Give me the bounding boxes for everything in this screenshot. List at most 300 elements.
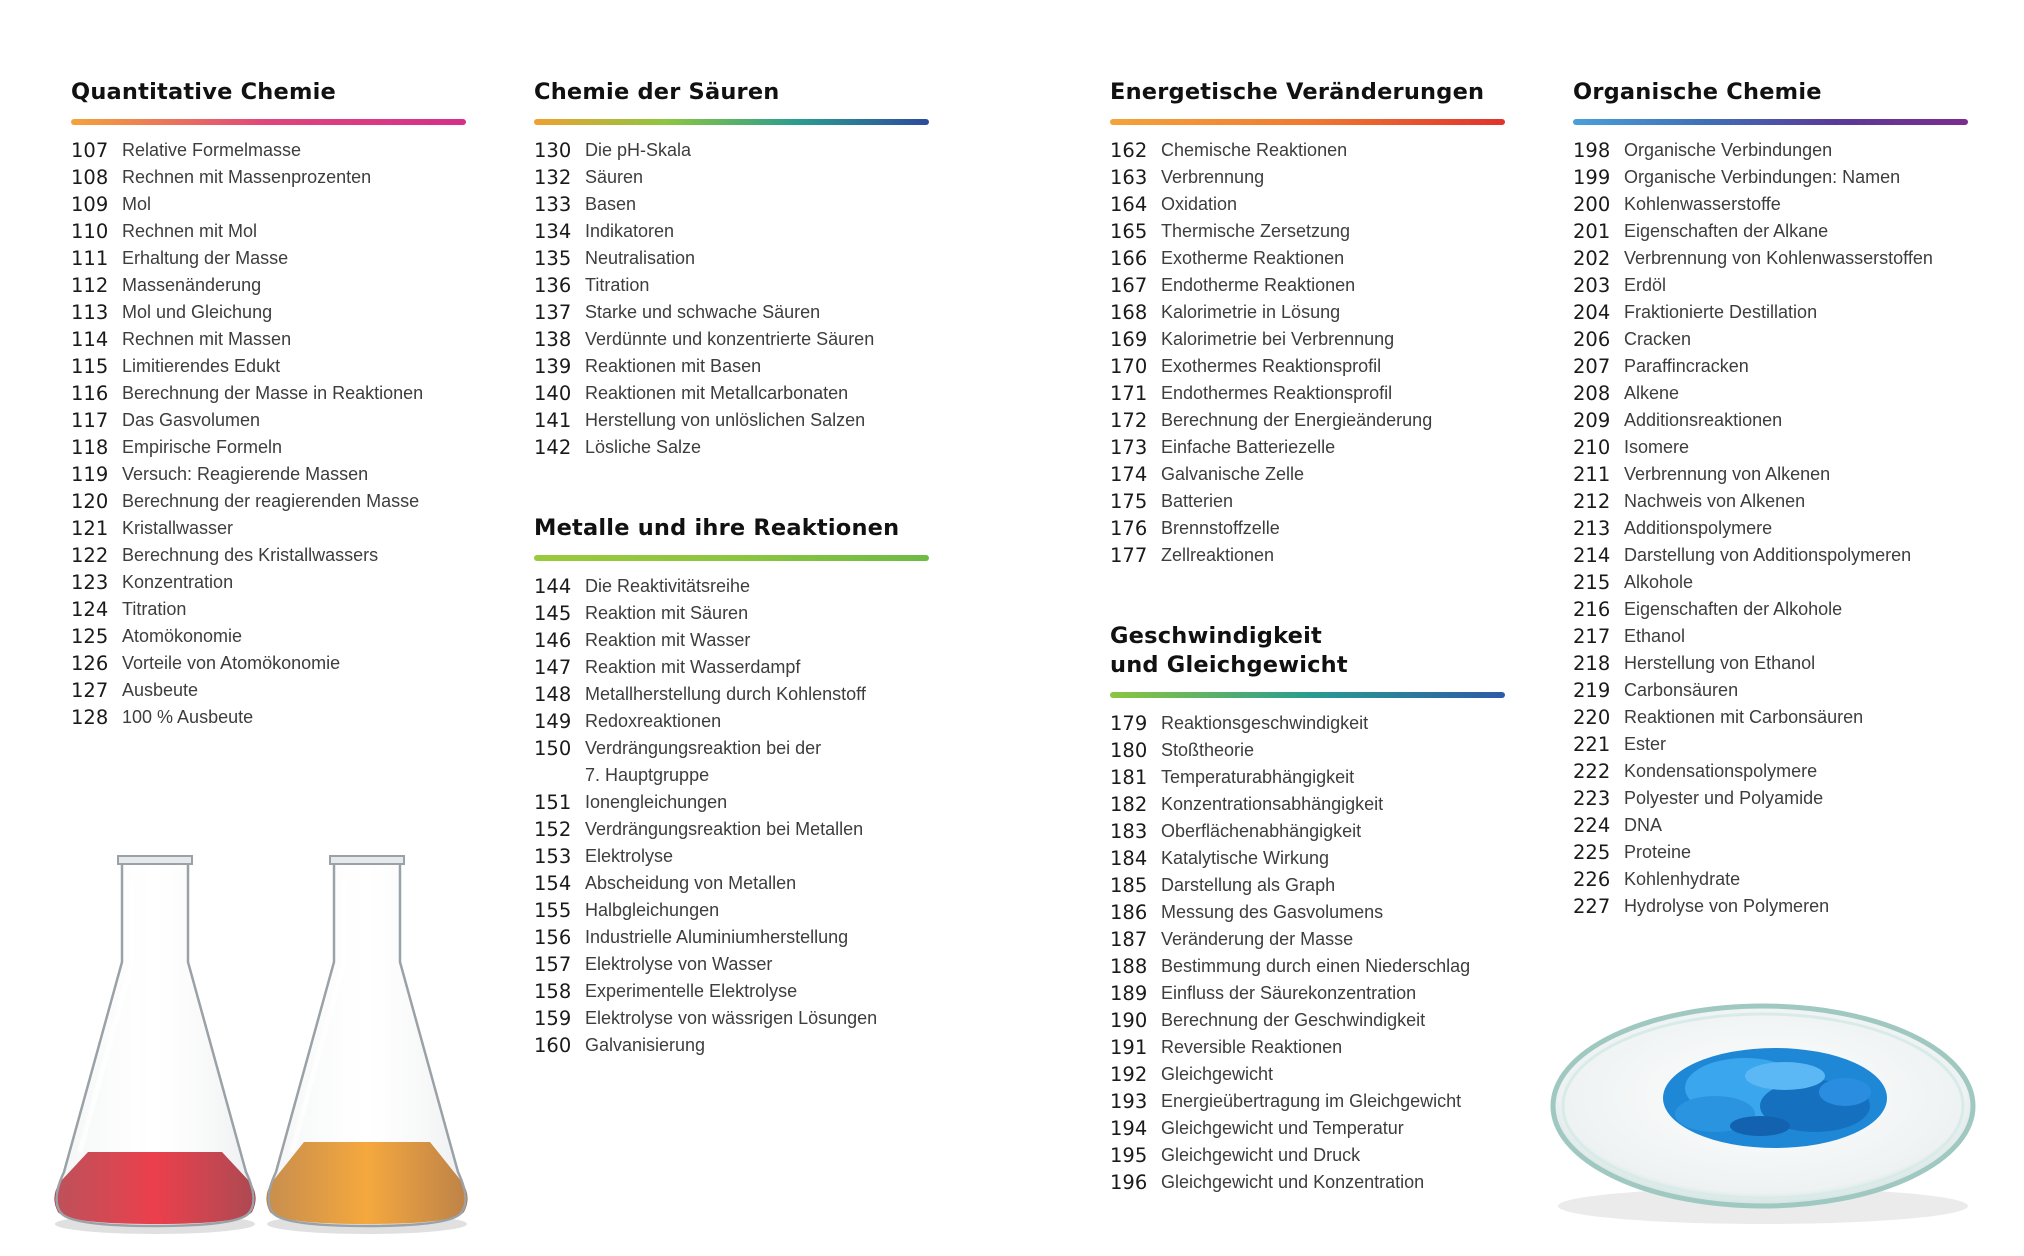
page-number: 196 — [1110, 1171, 1148, 1194]
section-color-bar — [1573, 119, 1968, 125]
page-number: 120 — [71, 490, 109, 513]
toc-entry[interactable] — [1573, 650, 1968, 677]
toc-entry[interactable] — [71, 245, 466, 272]
toc-entry[interactable] — [1110, 980, 1505, 1007]
page-number: 116 — [71, 382, 109, 405]
toc-entry[interactable] — [1573, 785, 1968, 812]
toc-entry[interactable] — [1110, 1169, 1505, 1196]
toc-entry[interactable] — [71, 515, 466, 542]
entry-title: 100 % Ausbeute — [122, 707, 254, 727]
toc-entry[interactable] — [1573, 731, 1968, 758]
page-number: 156 — [534, 926, 572, 949]
watch-glass-crystals-illustration — [1545, 996, 1981, 1236]
entry-title: Metallherstellung durch Kohlenstoff — [585, 684, 866, 704]
entry-title: Eigenschaften der Alkane — [1624, 221, 1829, 241]
page-number: 206 — [1573, 328, 1611, 351]
entry-title: Veränderung der Masse — [1161, 929, 1354, 949]
toc-entry[interactable] — [1573, 623, 1968, 650]
toc-entry[interactable] — [1110, 764, 1505, 791]
entry-title: Herstellung von Ethanol — [1624, 653, 1816, 673]
toc-entry[interactable] — [534, 600, 929, 627]
entry-title: Kalorimetrie in Lösung — [1161, 302, 1341, 322]
toc-entry[interactable] — [1110, 872, 1505, 899]
toc-entry[interactable] — [1573, 542, 1968, 569]
toc-entry[interactable] — [534, 816, 929, 843]
toc-entry[interactable] — [1573, 839, 1968, 866]
entry-title: Darstellung als Graph — [1161, 875, 1336, 895]
entry-title: Carbonsäuren — [1624, 680, 1739, 700]
entry-title: Fraktionierte Destillation — [1624, 302, 1818, 322]
toc-entry[interactable] — [534, 654, 929, 681]
toc-entry[interactable] — [71, 326, 466, 353]
entry-title: Ester — [1624, 734, 1667, 754]
entry-title: Alkohole — [1624, 572, 1694, 592]
entry-title: Ethanol — [1624, 626, 1686, 646]
entry-title: Reaktionen mit Basen — [585, 356, 762, 376]
toc-entry[interactable] — [534, 407, 929, 434]
page-number: 118 — [71, 436, 109, 459]
page-number: 123 — [71, 571, 109, 594]
page-number: 114 — [71, 328, 109, 351]
entry-title: Kohlenhydrate — [1624, 869, 1741, 889]
page-number: 157 — [534, 953, 572, 976]
toc-entry[interactable] — [534, 218, 929, 245]
entry-title: Zellreaktionen — [1161, 545, 1275, 565]
toc-entry[interactable] — [71, 164, 466, 191]
entry-title: Additionspolymere — [1624, 518, 1773, 538]
entry-title: Cracken — [1624, 329, 1692, 349]
toc-entry[interactable] — [1110, 818, 1505, 845]
page-number: 130 — [534, 139, 572, 162]
page-number: 193 — [1110, 1090, 1148, 1113]
toc-entry[interactable] — [1573, 461, 1968, 488]
entry-title: Reversible Reaktionen — [1161, 1037, 1343, 1057]
page-number: 223 — [1573, 787, 1611, 810]
toc-entry[interactable] — [1110, 191, 1505, 218]
toc-entry[interactable] — [1110, 1142, 1505, 1169]
toc-entry[interactable] — [1573, 137, 1968, 164]
entry-title: Oxidation — [1161, 194, 1238, 214]
toc-entry[interactable] — [1110, 461, 1505, 488]
section-title-line: Metalle und ihre Reaktionen — [534, 515, 900, 541]
toc-entry[interactable] — [1110, 1007, 1505, 1034]
toc-entry[interactable] — [534, 897, 929, 924]
entry-title: Reaktion mit Säuren — [585, 603, 749, 623]
toc-entry[interactable] — [1573, 704, 1968, 731]
section-color-bar — [534, 119, 929, 125]
entry-title: Energieübertragung im Gleichgewicht — [1161, 1091, 1462, 1111]
toc-entry[interactable] — [534, 681, 929, 708]
entry-title: Abscheidung von Metallen — [585, 873, 797, 893]
page-number: 133 — [534, 193, 572, 216]
toc-entry[interactable] — [1110, 791, 1505, 818]
toc-entry[interactable] — [1110, 1034, 1505, 1061]
toc-entry[interactable] — [1110, 710, 1505, 737]
toc-entry[interactable] — [1573, 218, 1968, 245]
toc-entry[interactable] — [1573, 866, 1968, 893]
toc-entry[interactable] — [534, 1032, 929, 1059]
entry-title: Neutralisation — [585, 248, 696, 268]
toc-entry[interactable] — [1110, 434, 1505, 461]
page-number: 188 — [1110, 955, 1148, 978]
page-number: 158 — [534, 980, 572, 1003]
page-number: 198 — [1573, 139, 1611, 162]
page-number: 226 — [1573, 868, 1611, 891]
toc-entry[interactable] — [1573, 245, 1968, 272]
page-number: 179 — [1110, 712, 1148, 735]
page-number: 177 — [1110, 544, 1148, 567]
toc-entry[interactable] — [1110, 380, 1505, 407]
toc-entry[interactable] — [1573, 758, 1968, 785]
entry-title: Proteine — [1624, 842, 1692, 862]
toc-entry[interactable] — [1110, 353, 1505, 380]
toc-entry[interactable] — [1573, 515, 1968, 542]
toc-entry[interactable] — [534, 434, 929, 461]
page-number: 159 — [534, 1007, 572, 1030]
page-number: 146 — [534, 629, 572, 652]
toc-entry[interactable] — [534, 353, 929, 380]
page-number: 134 — [534, 220, 572, 243]
page-number: 139 — [534, 355, 572, 378]
entry-title: Darstellung von Additionspolymeren — [1624, 545, 1912, 565]
toc-entry[interactable] — [1110, 1115, 1505, 1142]
toc-entry[interactable] — [534, 380, 929, 407]
toc-entry[interactable] — [71, 434, 466, 461]
toc-entry[interactable] — [71, 380, 466, 407]
entry-title: Elektrolyse von Wasser — [585, 954, 773, 974]
page-number: 184 — [1110, 847, 1148, 870]
toc-entry[interactable] — [71, 596, 466, 623]
toc-entry[interactable] — [1573, 164, 1968, 191]
page-number: 147 — [534, 656, 572, 679]
section-title — [534, 78, 929, 107]
page-number: 189 — [1110, 982, 1148, 1005]
toc-entry[interactable] — [1573, 812, 1968, 839]
toc-entry[interactable] — [1573, 596, 1968, 623]
page-number: 183 — [1110, 820, 1148, 843]
page-number: 154 — [534, 872, 572, 895]
section-title-line: Quantitative Chemie — [71, 79, 336, 105]
toc-entry[interactable] — [1110, 515, 1505, 542]
entry-title: Reaktion mit Wasser — [585, 630, 751, 650]
toc-entry[interactable] — [1110, 299, 1505, 326]
entry-title: Massenänderung — [122, 275, 262, 295]
entry-title: Mol — [122, 194, 152, 214]
toc-entry[interactable] — [1110, 737, 1505, 764]
page-number: 149 — [534, 710, 572, 733]
entry-title: Brennstoffzelle — [1161, 518, 1280, 538]
section-title — [1573, 78, 1968, 107]
page-number: 204 — [1573, 301, 1611, 324]
page-number: 201 — [1573, 220, 1611, 243]
entry-title: Lösliche Salze — [585, 437, 702, 457]
page-number: 137 — [534, 301, 572, 324]
page-number: 200 — [1573, 193, 1611, 216]
entry-title: Vorteile von Atomökonomie — [122, 653, 341, 673]
toc-entry[interactable] — [1110, 407, 1505, 434]
page-number: 115 — [71, 355, 109, 378]
entry-title: Oberflächenabhängigkeit — [1161, 821, 1362, 841]
toc-entry[interactable] — [1573, 677, 1968, 704]
toc-entry[interactable] — [1573, 569, 1968, 596]
entry-title: Berechnung des Kristallwassers — [122, 545, 379, 565]
entry-title: Endothermes Reaktionsprofil — [1161, 383, 1393, 403]
toc-entry[interactable] — [534, 1005, 929, 1032]
toc-entry[interactable] — [71, 569, 466, 596]
entry-title: Messung des Gasvolumens — [1161, 902, 1384, 922]
toc-entry[interactable] — [1573, 434, 1968, 461]
entry-title: Rechnen mit Mol — [122, 221, 258, 241]
page-number: 110 — [71, 220, 109, 243]
page-number: 185 — [1110, 874, 1148, 897]
page-number: 227 — [1573, 895, 1611, 918]
toc-entry[interactable] — [1573, 488, 1968, 515]
toc-entry[interactable] — [534, 708, 929, 735]
toc-entry[interactable] — [1573, 191, 1968, 218]
toc-entry[interactable] — [1110, 488, 1505, 515]
entry-title: Gleichgewicht — [1161, 1064, 1274, 1084]
page-number: 182 — [1110, 793, 1148, 816]
toc-entry[interactable] — [71, 272, 466, 299]
page-number: 164 — [1110, 193, 1148, 216]
entry-title: Verbrennung von Alkenen — [1624, 464, 1831, 484]
toc-entry[interactable] — [1573, 407, 1968, 434]
page-number: 174 — [1110, 463, 1148, 486]
page-number: 215 — [1573, 571, 1611, 594]
section-title-line: Chemie der Säuren — [534, 79, 780, 105]
toc-entry[interactable] — [534, 299, 929, 326]
toc-entry[interactable] — [1573, 299, 1968, 326]
entry-title: Exotherme Reaktionen — [1161, 248, 1345, 268]
page-number: 172 — [1110, 409, 1148, 432]
entry-title: Gleichgewicht und Temperatur — [1161, 1118, 1404, 1138]
entry-title: Temperaturabhängigkeit — [1161, 767, 1355, 787]
flask-orange-illustration — [262, 852, 472, 1236]
entry-title: Reaktionsgeschwindigkeit — [1161, 713, 1369, 733]
toc-entry[interactable] — [71, 353, 466, 380]
entry-title: Berechnung der Masse in Reaktionen — [122, 383, 424, 403]
entry-title: Gleichgewicht und Konzentration — [1161, 1172, 1425, 1192]
toc-entry[interactable] — [1110, 845, 1505, 872]
page-number: 217 — [1573, 625, 1611, 648]
entry-title: Nachweis von Alkenen — [1624, 491, 1806, 511]
section-title-line: Organische Chemie — [1573, 79, 1822, 105]
section-organische-chemie — [1573, 78, 1968, 920]
page-number: 119 — [71, 463, 109, 486]
flask-red-illustration — [50, 852, 260, 1236]
page-number: 109 — [71, 193, 109, 216]
page-number: 144 — [534, 575, 572, 598]
entry-title: Batterien — [1161, 491, 1234, 511]
toc-entry[interactable] — [71, 623, 466, 650]
entry-title: Verbrennung — [1161, 167, 1265, 187]
page-number: 208 — [1573, 382, 1611, 405]
entry-title: Mol und Gleichung — [122, 302, 273, 322]
toc-entry[interactable] — [534, 924, 929, 951]
page-number: 190 — [1110, 1009, 1148, 1032]
entry-title: Paraffincracken — [1624, 356, 1749, 376]
toc-entry[interactable] — [1110, 164, 1505, 191]
entry-title: DNA — [1624, 815, 1663, 835]
toc-entry[interactable] — [1110, 926, 1505, 953]
section-title — [534, 514, 929, 543]
page-number: 165 — [1110, 220, 1148, 243]
page-number: 138 — [534, 328, 572, 351]
toc-entry[interactable] — [1110, 218, 1505, 245]
toc-entry[interactable] — [534, 735, 929, 762]
toc-entry[interactable] — [1110, 953, 1505, 980]
toc-entry[interactable] — [1573, 326, 1968, 353]
page-number: 225 — [1573, 841, 1611, 864]
entry-title: Konzentration — [122, 572, 234, 592]
toc-entry[interactable] — [1110, 542, 1505, 569]
toc-entry[interactable] — [71, 488, 466, 515]
toc-entry[interactable] — [534, 164, 929, 191]
entry-title: Elektrolyse von wässrigen Lösungen — [585, 1008, 878, 1028]
page-number: 150 — [534, 737, 572, 760]
section-title-line: Geschwindigkeit — [1110, 623, 1323, 649]
entry-title: Starke und schwache Säuren — [585, 302, 821, 322]
entry-title: Exothermes Reaktionsprofil — [1161, 356, 1382, 376]
toc-entry[interactable] — [71, 137, 466, 164]
toc-entry[interactable] — [1573, 353, 1968, 380]
entry-title: Gleichgewicht und Druck — [1161, 1145, 1361, 1165]
page-number: 221 — [1573, 733, 1611, 756]
entry-title: Elektrolyse — [585, 846, 674, 866]
section-color-bar — [534, 555, 929, 561]
section-chemie-der-saeuren — [534, 78, 929, 461]
entry-title: Atomökonomie — [122, 626, 243, 646]
entry-title: Additionsreaktionen — [1624, 410, 1783, 430]
page-number: 160 — [534, 1034, 572, 1057]
entry-title: Reaktionen mit Metallcarbonaten — [585, 383, 849, 403]
section-color-bar — [71, 119, 466, 125]
entry-title: Kohlenwasserstoffe — [1624, 194, 1781, 214]
entry-title: Reaktion mit Wasserdampf — [585, 657, 801, 677]
page-number: 153 — [534, 845, 572, 868]
entry-title: Herstellung von unlöslichen Salzen — [585, 410, 866, 430]
section-color-bar — [1110, 119, 1505, 125]
entry-title: Organische Verbindungen: Namen — [1624, 167, 1901, 187]
toc-entry[interactable] — [71, 704, 466, 731]
page-number: 203 — [1573, 274, 1611, 297]
page-number: 224 — [1573, 814, 1611, 837]
section-quantitative-chemie — [71, 78, 466, 731]
entry-title: Eigenschaften der Alkohole — [1624, 599, 1843, 619]
toc-entry[interactable] — [1110, 272, 1505, 299]
toc-entry[interactable] — [534, 573, 929, 600]
toc-entry[interactable] — [534, 245, 929, 272]
toc-entry[interactable] — [534, 762, 929, 789]
entry-title: Verbrennung von Kohlenwasserstoffen — [1624, 248, 1933, 268]
toc-entry[interactable] — [71, 191, 466, 218]
entry-title: Relative Formelmasse — [122, 140, 302, 160]
toc-entry[interactable] — [534, 978, 929, 1005]
page-number: 151 — [534, 791, 572, 814]
page-number: 176 — [1110, 517, 1148, 540]
toc-entry[interactable] — [71, 407, 466, 434]
page-number: 214 — [1573, 544, 1611, 567]
toc-entry[interactable] — [71, 461, 466, 488]
toc-entry[interactable] — [534, 272, 929, 299]
entry-title: Einfache Batteriezelle — [1161, 437, 1336, 457]
page-number: 202 — [1573, 247, 1611, 270]
toc-entry[interactable] — [534, 870, 929, 897]
page-number: 117 — [71, 409, 109, 432]
entry-title: Ausbeute — [122, 680, 199, 700]
toc-entry[interactable] — [534, 951, 929, 978]
entry-title: Das Gasvolumen — [122, 410, 261, 430]
page-number: 222 — [1573, 760, 1611, 783]
entry-title: Titration — [122, 599, 187, 619]
page-number: 192 — [1110, 1063, 1148, 1086]
toc-entry[interactable] — [71, 218, 466, 245]
page-number: 211 — [1573, 463, 1611, 486]
entry-title: Galvanisierung — [585, 1035, 706, 1055]
page-number: 220 — [1573, 706, 1611, 729]
entry-title: Reaktionen mit Carbonsäuren — [1624, 707, 1864, 727]
toc-entry[interactable] — [1110, 245, 1505, 272]
toc-entry[interactable] — [1573, 272, 1968, 299]
toc-entry[interactable] — [1110, 899, 1505, 926]
page-number: 148 — [534, 683, 572, 706]
page-number: 213 — [1573, 517, 1611, 540]
page-number: 210 — [1573, 436, 1611, 459]
page-number: 136 — [534, 274, 572, 297]
entry-title: Basen — [585, 194, 637, 214]
toc-entry[interactable] — [71, 299, 466, 326]
toc-entry[interactable] — [1110, 1088, 1505, 1115]
page-number: 180 — [1110, 739, 1148, 762]
toc-entry[interactable] — [534, 137, 929, 164]
entry-title: Alkene — [1624, 383, 1680, 403]
entry-title: Die Reaktivitätsreihe — [585, 576, 751, 596]
page-number: 112 — [71, 274, 109, 297]
entry-title: Indikatoren — [585, 221, 675, 241]
toc-entry[interactable] — [1573, 893, 1968, 920]
entry-title: Einfluss der Säurekonzentration — [1161, 983, 1417, 1003]
entry-title: Erhaltung der Masse — [122, 248, 289, 268]
entry-title: Stoßtheorie — [1161, 740, 1255, 760]
toc-entry[interactable] — [534, 627, 929, 654]
page-number: 175 — [1110, 490, 1148, 513]
toc-entry[interactable] — [1110, 1061, 1505, 1088]
toc-entry[interactable] — [534, 789, 929, 816]
entry-title: Berechnung der Energieänderung — [1161, 410, 1433, 430]
page-number: 171 — [1110, 382, 1148, 405]
toc-entry[interactable] — [71, 677, 466, 704]
toc-entry[interactable] — [534, 326, 929, 353]
toc-entry[interactable] — [1573, 380, 1968, 407]
section-energetische-veraenderungen — [1110, 78, 1505, 569]
toc-entry[interactable] — [71, 650, 466, 677]
page-number: 216 — [1573, 598, 1611, 621]
page-number: 218 — [1573, 652, 1611, 675]
page-number: 191 — [1110, 1036, 1148, 1059]
entry-title: Kondensationspolymere — [1624, 761, 1818, 781]
entry-title: Berechnung der Geschwindigkeit — [1161, 1010, 1426, 1030]
toc-entry[interactable] — [1110, 137, 1505, 164]
page-number: 122 — [71, 544, 109, 567]
entry-title: Berechnung der reagierenden Masse — [122, 491, 420, 511]
entry-title: Halbgleichungen — [585, 900, 720, 920]
entry-title: Die pH-Skala — [585, 140, 692, 160]
toc-entry[interactable] — [534, 191, 929, 218]
page-number: 142 — [534, 436, 572, 459]
toc-entry[interactable] — [534, 843, 929, 870]
toc-entry[interactable] — [71, 542, 466, 569]
toc-entry[interactable] — [1110, 326, 1505, 353]
